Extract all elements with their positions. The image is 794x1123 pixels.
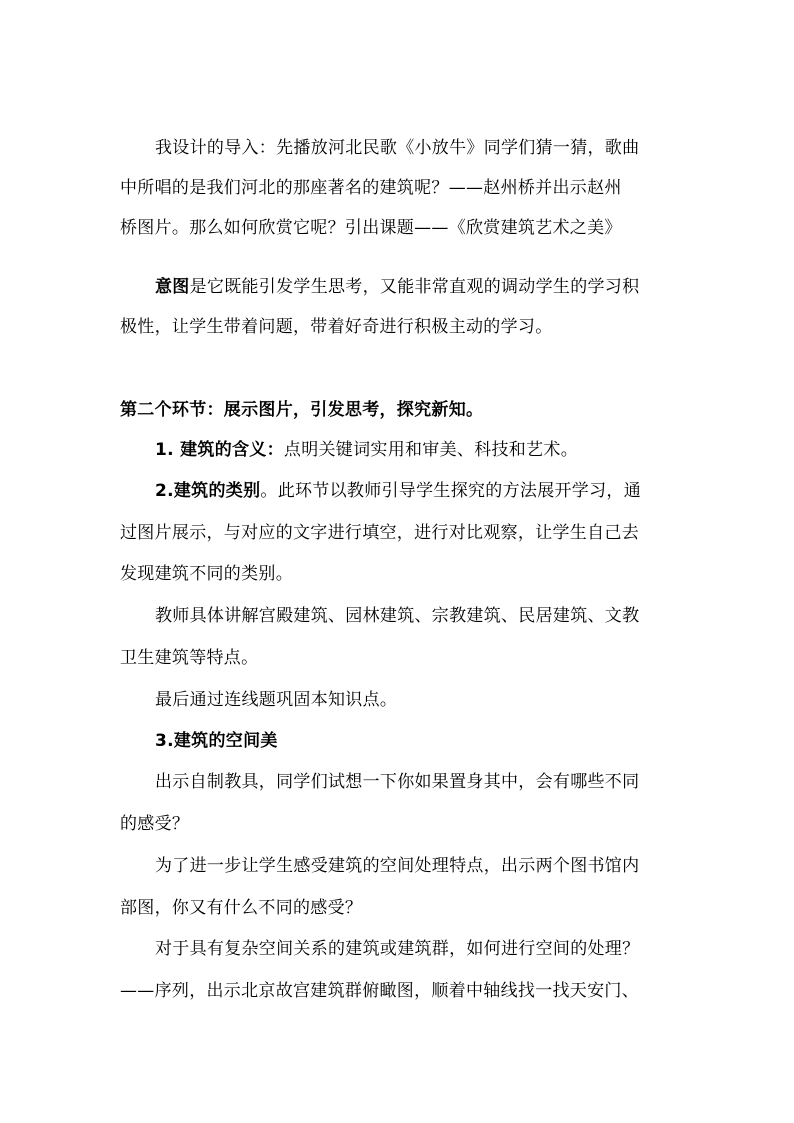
section-2-heading: 第二个环节：展示图片，引发思考，探究新知。 — [120, 400, 484, 420]
para-library-line-2: 部图，你又有什么不同的感受？ — [120, 898, 363, 918]
item-1-line — [155, 439, 578, 461]
item-2-line-1 — [155, 480, 641, 502]
item-2-lead: 2.建筑的类别 — [155, 481, 261, 501]
para-model-line-1: 出示自制教具，同学们试想一下你如果置身其中，会有哪些不同 — [155, 772, 640, 792]
para-intro-line-3: 桥图片。那么如何欣赏它呢？引出课题——《欣赏建筑艺术之美》 — [120, 218, 622, 238]
item-2-rest: 。此环节以教师引导学生探究的方法展开学习，通 — [260, 481, 641, 501]
para-complex-line-2: ——序列，出示北京故宫建筑群俯瞰图，顺着中轴线找一找天安门、 — [120, 981, 639, 1001]
para-intent-line-1 — [155, 276, 639, 298]
para-model-line-2: 的感受？ — [120, 814, 190, 834]
para-complex-line-1: 对于具有复杂空间关系的建筑或建筑群，如何进行空间的处理？ — [155, 939, 640, 959]
para-intro-line-1: 我设计的导入：先播放河北民歌《小放牛》同学们猜一猜，歌曲 — [155, 138, 640, 158]
item-1-rest: 点明关键词实用和审美、科技和艺术。 — [283, 440, 579, 460]
para-library-line-1: 为了进一步让学生感受建筑的空间处理特点，出示两个图书馆内 — [155, 856, 640, 876]
item-3-heading: 3.建筑的空间美 — [155, 731, 278, 751]
para-intent-lead: 意图 — [155, 277, 190, 297]
para-intent-line-2: 极性，让学生带着问题，带着好奇进行积极主动的学习。 — [120, 317, 553, 337]
item-1-lead: 1. 建筑的含义： — [155, 440, 284, 460]
para-final: 最后通过连线题巩固本知识点。 — [155, 690, 398, 710]
item-2-line-3: 发现建筑不同的类别。 — [120, 564, 293, 584]
para-intro-line-2: 中所唱的是我们河北的那座著名的建筑呢？——赵州桥并出示赵州 — [120, 178, 622, 198]
para-intent-rest: 是它既能引发学生思考，又能非常直观的调动学生的学习积 — [189, 277, 640, 297]
para-teacher-line-1: 教师具体讲解宫殿建筑、园林建筑、宗教建筑、民居建筑、文教 — [155, 606, 640, 626]
para-teacher-line-2: 卫生建筑等特点。 — [120, 648, 259, 668]
item-2-line-2: 过图片展示，与对应的文字进行填空，进行对比观察，让学生自己去 — [120, 523, 639, 543]
